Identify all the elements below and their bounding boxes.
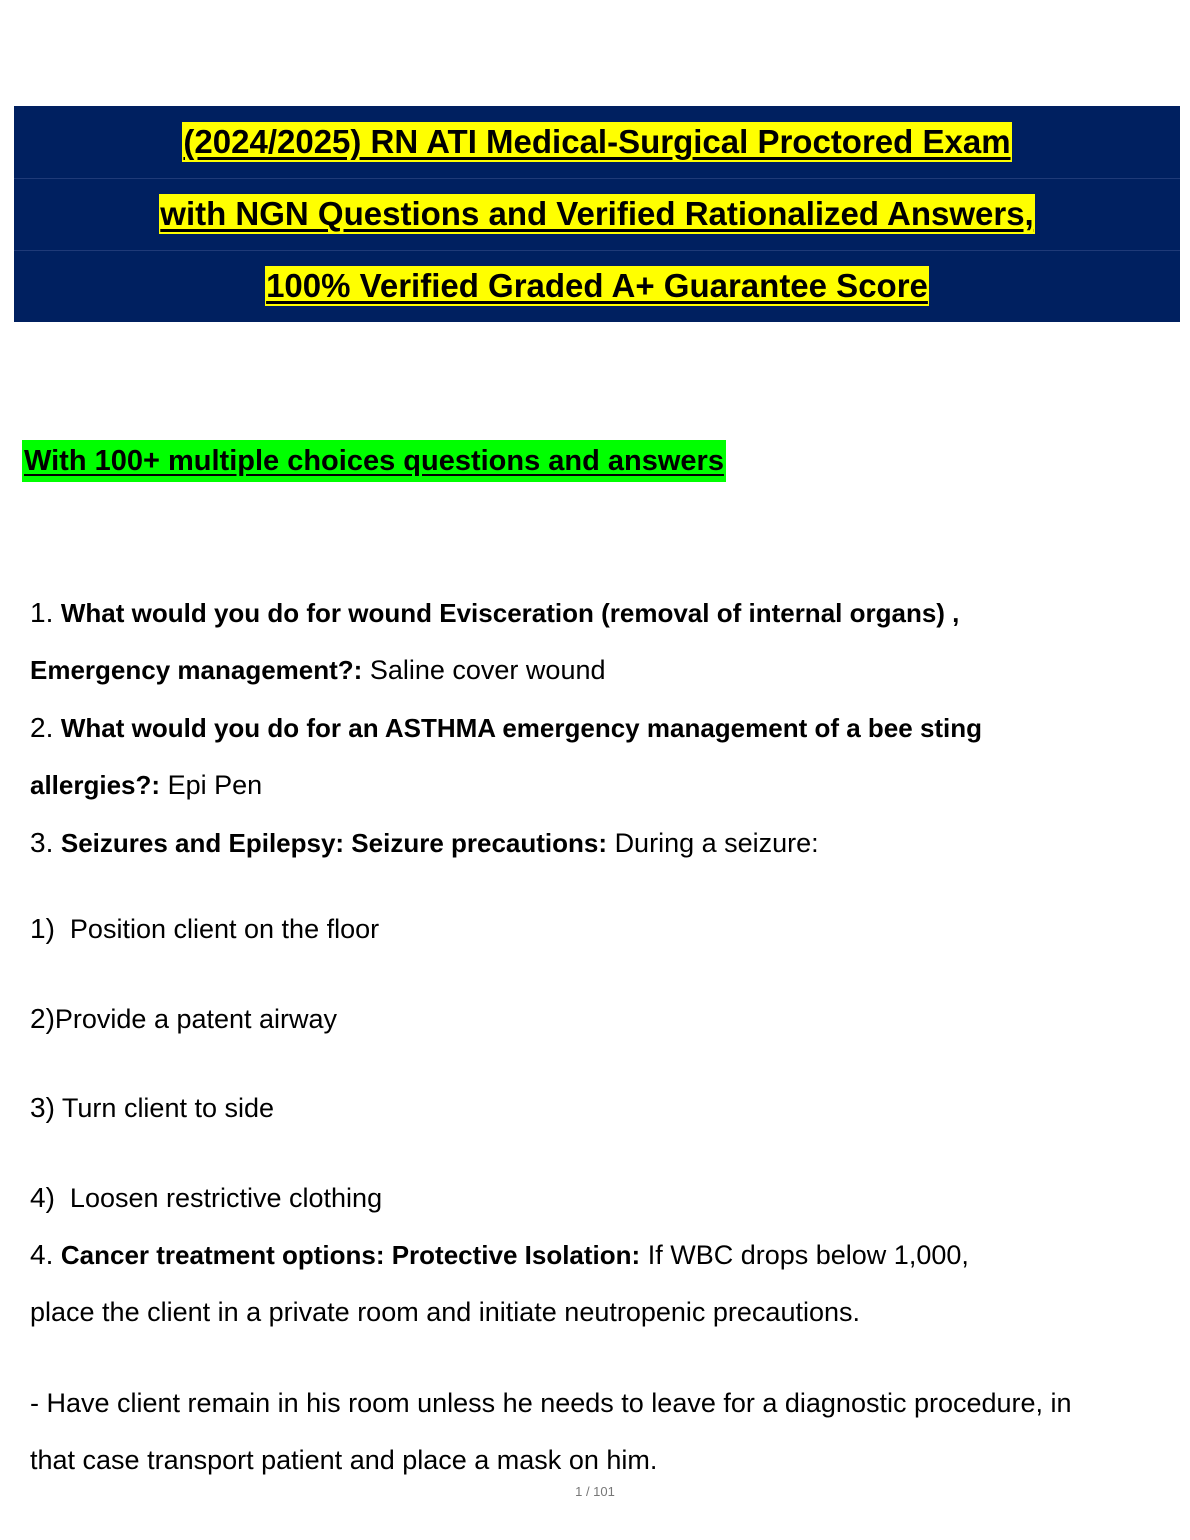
step-3 bbox=[30, 1091, 274, 1125]
note-4-line-2: that case transport patient and place a mask on him. bbox=[30, 1445, 658, 1475]
question-2-line-1 bbox=[30, 711, 982, 745]
question-2-line-2 bbox=[30, 768, 262, 802]
question-1-text: What would you do for wound Evisceration (removal of internal organs) , bbox=[60, 598, 960, 628]
title-line-2 bbox=[14, 178, 1180, 251]
question-2-text-cont: allergies?: bbox=[30, 770, 161, 800]
title-banner bbox=[14, 106, 1180, 322]
question-1-text-cont: Emergency management?: bbox=[30, 655, 363, 685]
answer-4: If WBC drops below 1,000, bbox=[647, 1240, 969, 1270]
question-1-line-1 bbox=[30, 596, 959, 630]
title-line-3 bbox=[14, 250, 1180, 322]
step-2-text: Provide a patent airway bbox=[54, 1004, 338, 1034]
question-4-line-1 bbox=[30, 1238, 969, 1272]
question-3-text: Seizures and Epilepsy: Seizure precautions: bbox=[60, 828, 608, 858]
answer-3: During a seizure: bbox=[614, 828, 819, 858]
question-3-line-1 bbox=[30, 826, 819, 860]
step-2 bbox=[30, 1002, 337, 1036]
step-4-text: Loosen restrictive clothing bbox=[69, 1183, 383, 1213]
question-3-number: 3. bbox=[30, 827, 54, 858]
question-2-text: What would you do for an ASTHMA emergency management of a bee sting bbox=[60, 713, 983, 743]
question-4-text: Cancer treatment options: Protective Isolation: bbox=[60, 1240, 641, 1270]
question-1-line-2 bbox=[30, 653, 606, 687]
title-line-1 bbox=[14, 106, 1180, 179]
question-4-number: 4. bbox=[30, 1239, 54, 1270]
subtitle-highlight: With 100+ multiple choices questions and answers bbox=[22, 440, 726, 482]
step-3-number: 3) bbox=[30, 1092, 55, 1123]
answer-2: Epi Pen bbox=[167, 770, 263, 800]
title-text-1: (2024/2025) RN ATI Medical-Surgical Proctored Exam bbox=[183, 123, 1011, 160]
page-indicator: 1 / 101 bbox=[575, 1484, 615, 1499]
step-4 bbox=[30, 1181, 382, 1215]
title-text-2: with NGN Questions and Verified Rationalized Answers, bbox=[160, 195, 1034, 232]
answer-1: Saline cover wound bbox=[369, 655, 606, 685]
step-4-number: 4) bbox=[30, 1182, 55, 1213]
question-2-number: 2. bbox=[30, 712, 54, 743]
step-2-number: 2) bbox=[30, 1003, 55, 1034]
title-text-3: 100% Verified Graded A+ Guarantee Score bbox=[266, 267, 928, 304]
step-3-text: Turn client to side bbox=[61, 1093, 275, 1123]
step-1 bbox=[30, 912, 379, 946]
answer-4-cont: place the client in a private room and initiate neutropenic precautions. bbox=[30, 1297, 860, 1327]
question-1-number: 1. bbox=[30, 597, 54, 628]
step-1-number: 1) bbox=[30, 913, 55, 944]
note-4-line-1: - Have client remain in his room unless he needs to leave for a diagnostic procedure, in bbox=[30, 1388, 1072, 1418]
step-1-text: Position client on the floor bbox=[69, 914, 380, 944]
